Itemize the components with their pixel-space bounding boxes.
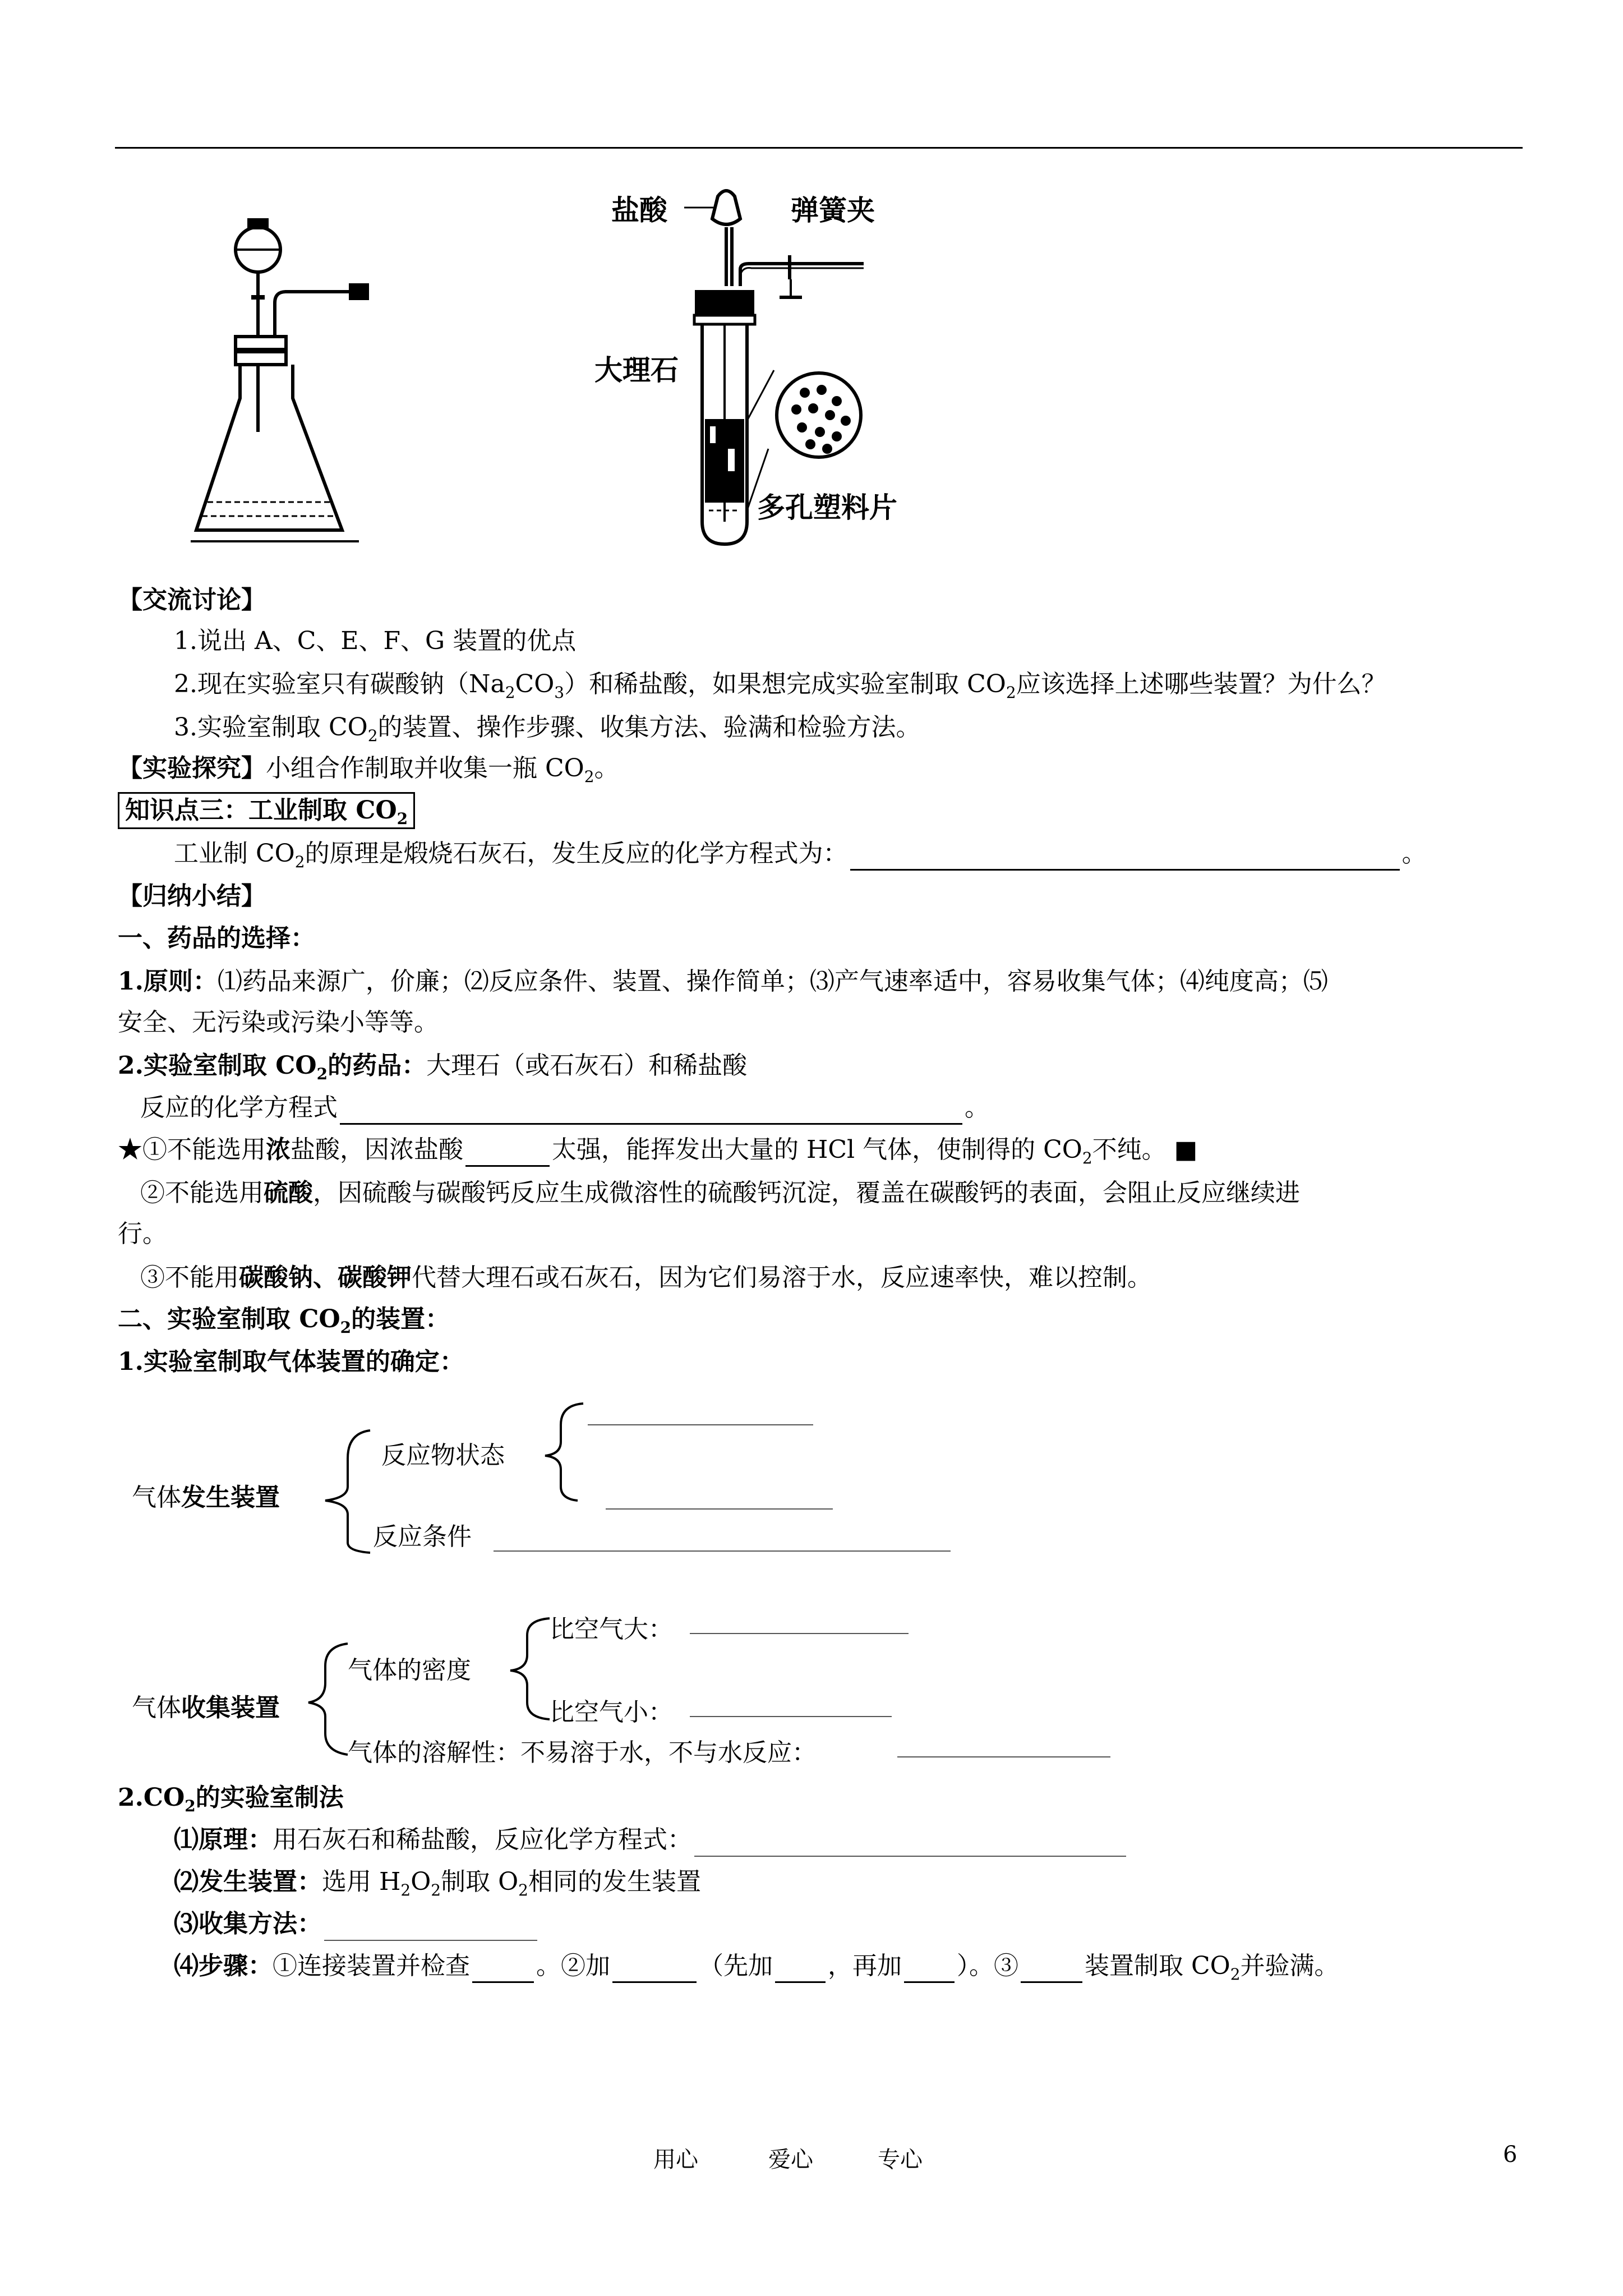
sec2-title: 二、实验室制取 $CO_2$的装置： [118,1305,450,1337]
kp3-title-box: 知识点三：工业制取 $CO_2$ [118,792,415,829]
col-device-label: 气体收集装置 [132,1694,280,1722]
discussion-q2: 2.现在实验室只有碳酸钠$(Na_2CO_3)$和稀盐酸，如果想完成实验室制取 $CO_2$应该选择上述哪些装置？为什么？ [174,670,1386,702]
density-label: 气体的密度 [348,1656,471,1685]
reaction-condition-label: 反应条件 [373,1522,472,1551]
flask-apparatus-figure [191,213,370,550]
sec1-reagents: 2.实验室制取 $CO_2$的药品：大理石（或石灰石）和稀盐酸 [118,1051,748,1083]
label-hcl: 盐酸 [611,194,667,227]
discussion-heading: 【交流讨论】 [118,586,266,614]
denser-label: 比空气大： [550,1615,673,1644]
discussion-q3: 3.实验室制取 $CO_2$的装置、操作步骤、收集方法、验满和检验方法。 [174,713,921,745]
sec3-generator: ⑵发生装置：选用 $H_2O_2$制取 $O_2$相同的发生装置 [174,1867,701,1899]
summary-heading: 【归纳小结】 [118,882,266,910]
solubility-label: 气体的溶解性：不易溶于水，不与水反应： [348,1738,817,1767]
header-rule [115,147,1523,149]
sec1-equation: 反应的化学方程式 。 [140,1091,989,1125]
sec1-note3: ③不能用碳酸钠、碳酸钾代替大理石或石灰石，因为它们易溶于水，反应速率快，难以控制。 [140,1263,1152,1292]
discussion-q1: 1.说出 A、C、E、F、G 装置的优点 [174,627,577,655]
lighter-label: 比空气小： [550,1698,673,1727]
label-marble: 大理石 [594,354,679,386]
gen-brace [314,1402,987,1571]
sec3-collection: ⑶收集方法： [174,1907,540,1941]
page-number: 6 [1503,2142,1518,2168]
sec3-steps: ⑷步骤：①连接装置并检查 。②加 （先加 ，再加 ）。③ 装置制取 $CO_2$并验满。 [174,1952,1339,1984]
explore-line: 【实验探究】小组合作制取并收集一瓶 $CO_2$。 [118,754,619,786]
sec1-principle: 1.原则：⑴药品来源广，价廉；⑵反应条件、装置、操作简单；⑶产气速率适中，容易收集气体；⑷纯度高；⑸ [118,967,1328,996]
label-plate: 多孔塑料片 [757,491,897,524]
sec3-principle: ⑴原理：用石灰石和稀盐酸，反应化学方程式： [174,1823,1128,1857]
sec2-sub1: 1.实验室制取气体装置的确定： [118,1347,464,1376]
gen-device-label: 气体发生装置 [132,1483,280,1512]
sec1-note2-cont: 行。 [118,1220,167,1248]
sec1-principle-cont: 安全、无污染或污染小等等。 [118,1008,439,1037]
footer-word-1: 用心 [653,2147,698,2173]
sec1-note1: ★①不能选用浓盐酸，因浓盐酸 太强，能挥发出大量的 HCl 气体，使制得的 $CO_2$不纯。 ■ [118,1135,1198,1167]
footer-word-3: 专心 [878,2147,923,2173]
footer-word-2: 爱心 [768,2147,813,2173]
reactant-state-label: 反应物状态 [381,1441,505,1470]
col-brace [303,1604,1144,1773]
test-tube-apparatus-figure [662,185,886,555]
sec3-title: $2.CO_2$的实验室制法 [118,1783,344,1815]
kp3-line: 工业制 $CO_2$的原理是煅烧石灰石，发生反应的化学方程式为： 。 [174,839,1427,871]
sec1-title: 一、药品的选择： [118,924,315,953]
sec1-note2: ②不能选用硫酸，因硫酸与碳酸钙反应生成微溶性的硫酸钙沉淀，覆盖在碳酸钙的表面，会阻止反应继续进 [140,1179,1300,1207]
label-clamp: 弹簧夹 [791,194,875,227]
